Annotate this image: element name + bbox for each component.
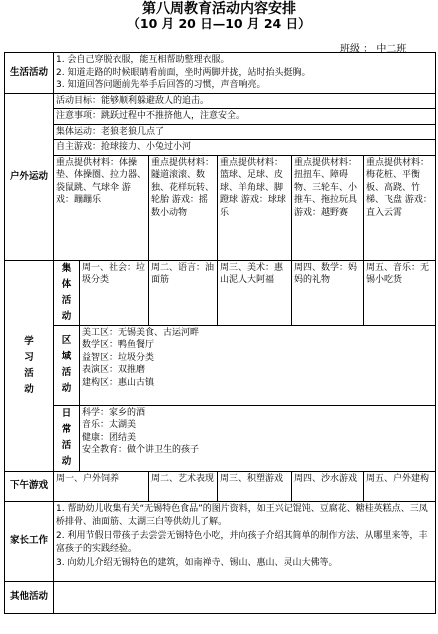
daily-item: 音乐：太湖美 — [82, 420, 137, 430]
area-content — [80, 325, 436, 405]
date-range: （10 月 20 日—10 月 24 日） — [127, 16, 311, 31]
outdoor-material-cell: 重点提供材料：篮球、足球、皮球、羊角球、脚蹬球 游戏：球球乐 — [218, 155, 292, 260]
area-item: 数学区：鸭鱼餐厅 — [82, 340, 155, 350]
outdoor-plan — [54, 93, 436, 155]
outdoor-materials-row — [5, 155, 436, 260]
afternoon-label: 下午游戏 — [5, 471, 54, 501]
outdoor-label: 户外运动 — [5, 93, 54, 260]
outdoor-notice: 注意事项：跳跃过程中不推挤他人，注意安全。 — [54, 109, 435, 125]
study-label: 学习活动 — [5, 260, 54, 471]
outdoor-goal: 活动目标：能够顺利躲避敌人的追击。 — [54, 94, 435, 110]
outdoor-row — [5, 93, 436, 155]
afternoon-row — [5, 471, 436, 501]
outdoor-free: 自主游戏：抢球接力、小兔过小河 — [56, 142, 192, 152]
area-item: 美工区：无锡美食、古运河畔 — [82, 327, 200, 338]
life-item: 1. 会自己穿脱衣服，能互相帮助整理衣服。 — [56, 55, 230, 65]
daily-item: 安全教育：做个讲卫生的孩子 — [82, 445, 200, 455]
outdoor-material-cell: 重点提供材料：扭扭车、障碍物、三轮车、小推车、拖拉玩具 游戏：越野赛 — [292, 155, 364, 260]
parents-item: 3. 向幼儿介绍无锡特色的建筑，如南禅寺、锡山、惠山、灵山大佛等。 — [56, 557, 338, 568]
other-content — [54, 581, 436, 613]
life-row — [5, 53, 436, 94]
area-item: 表演区：双推磨 — [82, 365, 146, 375]
daily-content — [80, 405, 436, 471]
parents-item: 2. 利用节假日带孩子去尝尝无锡特色小吃，并向孩子介绍其简单的制作方法、从哪里来等，丰富孩子的实践经验。 — [56, 530, 428, 554]
study-daily-row — [5, 405, 436, 471]
page-title: 第八周教育活动内容安排 — [142, 1, 296, 17]
outdoor-material-cell: 重点提供材料：梅花桩、平衡板、高跷、竹梯、飞盘 游戏：直入云霄 — [364, 155, 436, 260]
area-activity-label: 区域活动 — [54, 325, 80, 405]
outdoor-material-cell: 重点提供材料：体操垫、体操圈、拉力器、袋鼠跳、气球伞 游戏：蹦蹦乐 — [54, 155, 149, 260]
group-day-cell: 周五、音乐：无锡小吃货 — [364, 260, 436, 325]
schedule-table — [4, 52, 436, 614]
parents-item: 1. 帮助幼儿收集有关“无锡特色食品”的图片资料，如王兴记馄饨、豆腐花、糖桂英糕点、三凤桥排骨、油面筋、太湖三白等供幼儿了解。 — [56, 503, 428, 527]
group-day-cell: 周四、数学：妈妈的礼物 — [292, 260, 364, 325]
area-item: 建构区：惠山古镇 — [82, 377, 155, 388]
daily-item: 科学：家乡的酒 — [82, 407, 146, 418]
parents-content — [54, 501, 436, 581]
afternoon-day-cell: 周一、户外饲养 — [54, 471, 149, 501]
afternoon-day-cell: 周二、艺术表现 — [149, 471, 218, 501]
life-label: 生活活动 — [5, 53, 54, 94]
daily-item: 健康：团结美 — [82, 432, 137, 443]
study-area-row — [5, 325, 436, 405]
afternoon-day-cell: 周五、户外建构 — [364, 471, 436, 501]
daily-activity-label: 日常活动 — [54, 405, 80, 471]
life-item: 3. 知道回答问题前先举手后回答的习惯，声音响亮。 — [56, 80, 266, 90]
group-day-cell: 周二、语言：油面筋 — [149, 260, 218, 325]
afternoon-day-cell: 周四、沙水游戏 — [292, 471, 364, 501]
life-item: 2. 知道走路的时候眼睛看前面，坐时两脚并拢，站时抬头挺胸。 — [56, 67, 311, 78]
afternoon-day-cell: 周三、积塑游戏 — [218, 471, 292, 501]
group-day-cell: 周一、社会：垃圾分类 — [80, 260, 149, 325]
group-activity-label: 集体活动 — [54, 260, 80, 325]
other-label: 其他活动 — [5, 581, 54, 613]
life-content — [54, 53, 436, 94]
group-day-cell: 周三、美术：惠山泥人大阿福 — [218, 260, 292, 325]
class-label: 班级 ： 中二班 — [340, 44, 407, 55]
outdoor-group: 集体运动：老狼老狼几点了 — [54, 125, 435, 141]
outdoor-material-cell: 重点提供材料：隧道滚滚、数独、花样玩转、轮胎 游戏：摇数小动物 — [149, 155, 218, 260]
other-row — [5, 581, 436, 613]
parents-label: 家长工作 — [5, 501, 54, 581]
parents-row — [5, 501, 436, 581]
study-group-row — [5, 260, 436, 325]
area-item: 益智区：垃圾分类 — [82, 352, 155, 363]
